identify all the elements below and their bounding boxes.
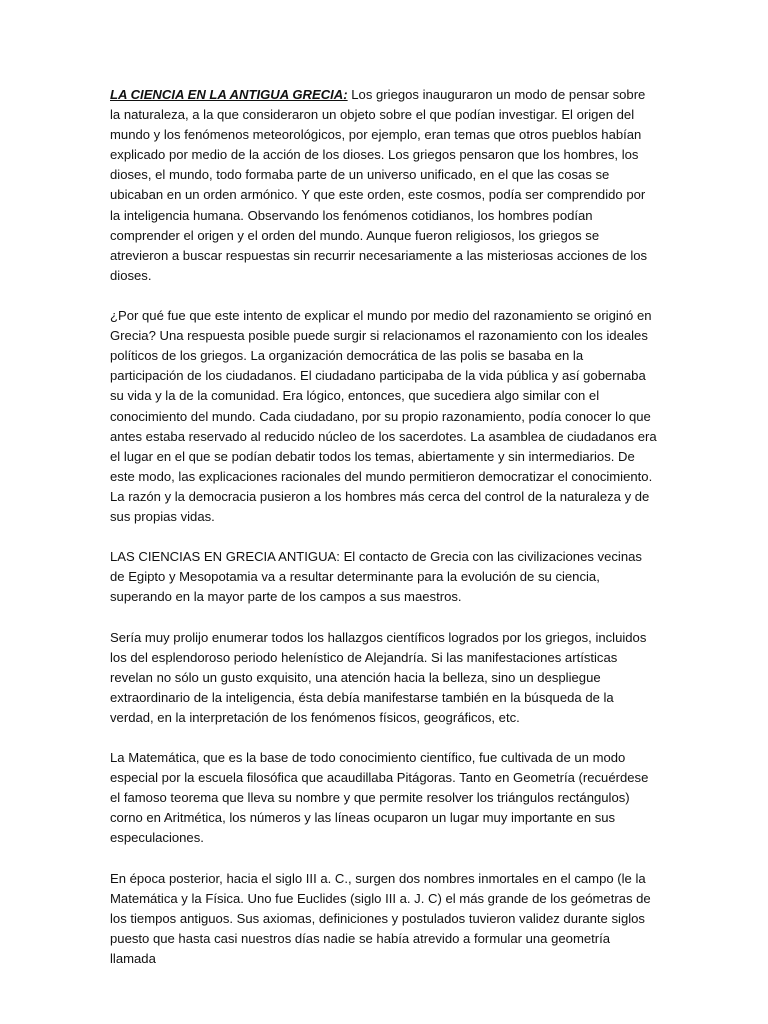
- paragraph: En época posterior, hacia el siglo III a. C., surgen dos nombres inmortales en el campo (le la Matemática y la Física. Uno fue Euclides (siglo III a. J. C) el más grande de los geómetras de los tiempos antiguos. Sus axiomas, definiciones y postulados tuvieron validez durante siglos puesto que hasta casi nuestros días nadie se había atrevido a formular una geometría llamada: [110, 870, 651, 967]
- paragraph: LAS CIENCIAS EN GRECIA ANTIGUA: El contacto de Grecia con las civilizaciones vecinas de Egipto y Mesopotamia va a resultar determinante para la evolución de su ciencia, superando en la mayor parte de los campos a sus maestros.: [110, 549, 642, 605]
- intro-text: Los griegos inauguraron un modo de pensar sobre la naturaleza, a la que consideraron un objeto sobre el que podían investigar. El origen del mundo y los fenómenos meteorológicos, por ejemplo, eran temas que otros pueblos habían explicado por medio de la acción de los dioses. Los griegos pensaron que los hombres, los dioses, el mundo, todo formaba parte de un universo unificado, en el que las cosas se ubicaban en un orden armónico. Y que este orden, este cosmos, podía ser comprendido por la inteligencia humana. Observando los fenómenos cotidianos, los hombres podían comprender el origen y el orden del mundo. Aunque fueron religiosos, los griegos se atrevieron a buscar respuestas sin recurrir necesariamente a las misteriosas acciones de los dioses.: [110, 87, 648, 283]
- paragraph: Sería muy prolijo enumerar todos los hallazgos científicos logrados por los griegos, incluidos los del esplendoroso periodo helenístico de Alejandría. Si las manifestaciones artísticas revelan no sólo un gusto exquisito, una atención hacia la belleza, sino un despliegue extraordinario de la inteligencia, ésta debía manifestarse también en la búsqueda de la verdad, en la interpretación de los fenómenos físicos, geográficos, etc.: [110, 629, 647, 725]
- paragraph-intro: [110, 85, 658, 286]
- paragraph: La Matemática, que es la base de todo conocimiento científico, fue cultivada de un modo especial por la escuela filosófica que acaudillaba Pitágoras. Tanto en Geometría (recuérdese el famoso teorema que lleva su nombre y que permite resolver los triángulos rectángulos) corno en Aritmética, los números y las líneas ocuparon un lugar muy importante en sus especulaciones.: [110, 750, 649, 846]
- paragraph: ¿Por qué fue que este intento de explicar el mundo por medio del razonamiento se originó en Grecia? Una respuesta posible puede surgir si relacionamos el razonamiento con los ideales políticos de los griegos. La organización democrática de las polis se basaba en la participación de los ciudadanos. El ciudadano participaba de la vida pública y así gobernaba su vida y la de la comunidad. Era lógico, entonces, que sucediera algo similar con el conocimiento del mundo. Cada ciudadano, por su propio razonamiento, podía conocer lo que antes estaba reservado al reducido núcleo de los sacerdotes. La asamblea de ciudadanos era el lugar en el que se podían debatir todos los temas, abiertamente y sin intermediarios. De este modo, las explicaciones racionales del mundo permitieron democratizar el conocimiento. La razón y la democracia pusieron a los hombres más cerca del control de la naturaleza y de sus propias vidas.: [110, 308, 657, 524]
- document-page: [110, 85, 658, 989]
- section-heading: LA CIENCIA EN LA ANTIGUA GRECIA:: [110, 87, 348, 102]
